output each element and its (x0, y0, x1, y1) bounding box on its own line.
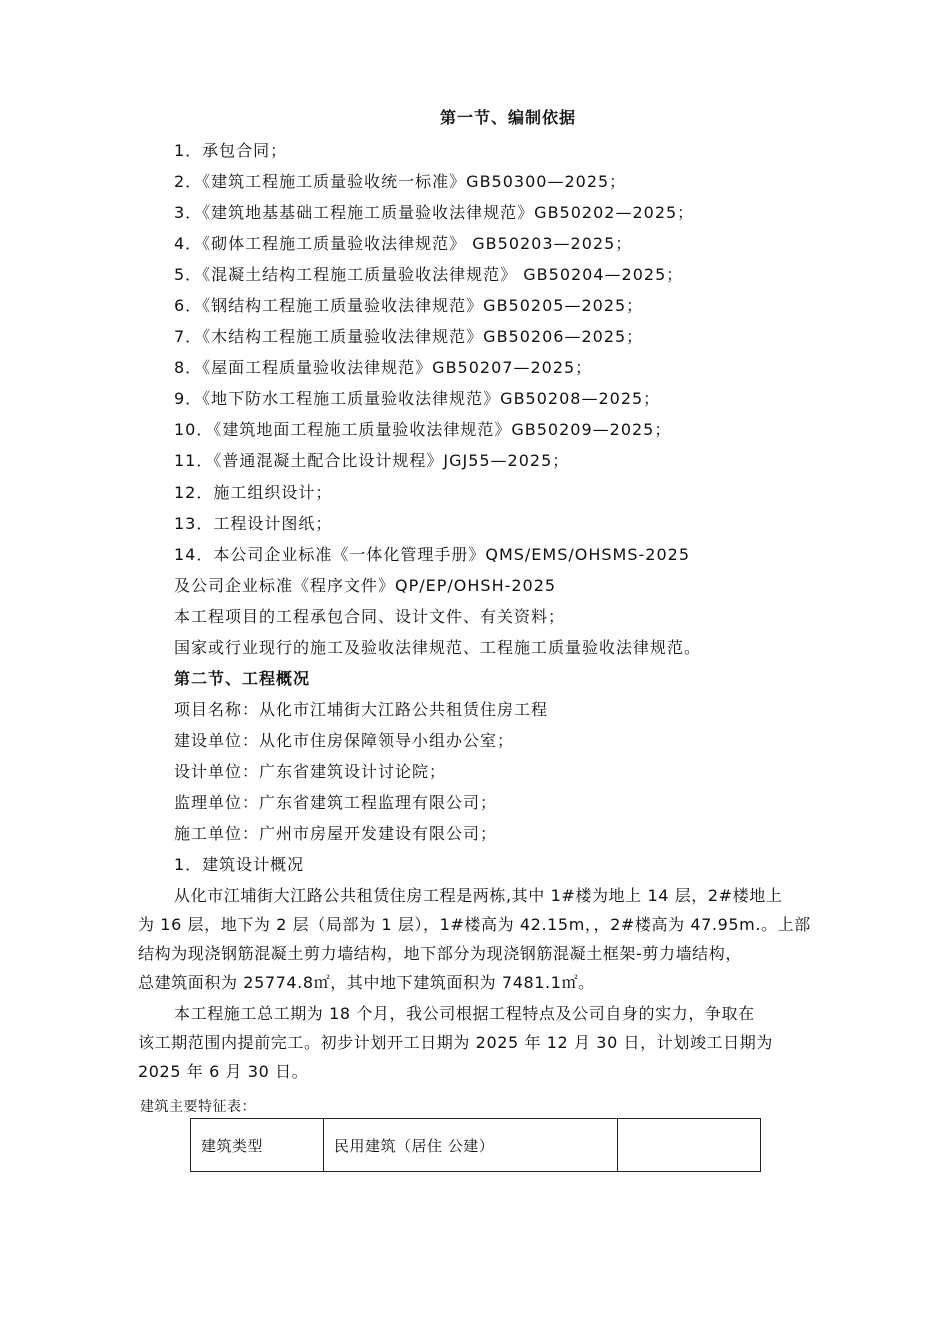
basis-item: 3．《建筑地基基础工程施工质量验收法律规范》GB50202—2025； (174, 203, 695, 222)
basis-item: 1．承包合同； (174, 141, 288, 160)
basis-item: 14．本公司企业标准《一体化管理手册》QMS/EMS/OHSMS-2025 (174, 545, 691, 564)
schedule-paragraph-line: 2025 年 6 月 30 日。 (138, 1062, 309, 1081)
overview-paragraph-line: 总建筑面积为 25774.8㎡，其中地下建筑面积为 7481.1㎡。 (138, 973, 595, 992)
table-cell (618, 1119, 761, 1172)
basis-item: 8．《屋面工程质量验收法律规范》GB50207—2025； (174, 358, 593, 377)
table-cell: 民用建筑（居住 公建） (324, 1119, 618, 1172)
basis-item: 6．《钢结构工程施工质量验收法律规范》GB50205—2025； (174, 296, 644, 315)
basis-item: 2．《建筑工程施工质量验收统一标准》GB50300—2025； (174, 172, 627, 191)
project-info-line: 设计单位：广东省建筑设计讨论院； (174, 762, 447, 781)
overview-paragraph-line: 结构为现浇钢筋混凝土剪力墙结构，地下部分为现浇钢筋混凝土框架-剪力墙结构， (138, 944, 742, 963)
basis-item: 本工程项目的工程承包合同、设计文件、有关资料； (174, 607, 566, 626)
sub-heading: 1．建筑设计概况 (174, 855, 305, 874)
basis-item: 9．《地下防水工程施工质量验收法律规范》GB50208—2025； (174, 389, 661, 408)
section2-title: 第二节、工程概况 (174, 669, 311, 688)
building-features-table (190, 1118, 761, 1172)
project-info-line: 施工单位：广州市房屋开发建设有限公司； (174, 824, 498, 843)
project-info-line: 监理单位：广东省建筑工程监理有限公司； (174, 793, 498, 812)
basis-item: 7．《木结构工程施工质量验收法律规范》GB50206—2025； (174, 327, 644, 346)
section1-title: 第一节、编制依据 (440, 108, 577, 127)
schedule-paragraph-line: 该工期范围内提前完工。初步计划开工日期为 2025 年 12 月 30 日，计划竣工日期为 (138, 1033, 773, 1052)
schedule-paragraph-line: 本工程施工总工期为 18 个月，我公司根据工程特点及公司自身的实力，争取在 (174, 1004, 755, 1023)
overview-paragraph-line: 为 16 层，地下为 2 层（局部为 1 层），1#楼高为 42.15m，，2#楼高为 47.95m.。上部 (138, 915, 811, 934)
basis-item: 12．施工组织设计； (174, 483, 333, 502)
basis-item: 及公司企业标准《程序文件》QP/EP/OHSH-2025 (174, 576, 557, 595)
overview-paragraph-line: 从化市江埔街大江路公共租赁住房工程是两栋,其中 1#楼为地上 14 层，2#楼地上 (174, 886, 783, 905)
table-caption: 建筑主要特征表： (140, 1099, 256, 1115)
basis-item: 国家或行业现行的施工及验收法律规范、工程施工质量验收法律规范。 (174, 638, 702, 657)
table-cell: 建筑类型 (191, 1119, 324, 1172)
table-row (191, 1119, 761, 1172)
project-info-line: 项目名称：从化市江埔街大江路公共租赁住房工程 (174, 700, 549, 719)
project-info-line: 建设单位：从化市住房保障领导小组办公室； (174, 731, 515, 750)
basis-item: 11．《普通混凝土配合比设计规程》JGJ55—2025； (174, 451, 570, 470)
basis-item: 5．《混凝土结构工程施工质量验收法律规范》 GB50204—2025； (174, 265, 684, 284)
basis-item: 4．《砌体工程施工质量验收法律规范》 GB50203—2025； (174, 234, 633, 253)
basis-item: 10．《建筑地面工程施工质量验收法律规范》GB50209—2025； (174, 420, 672, 439)
basis-item: 13．工程设计图纸； (174, 514, 333, 533)
